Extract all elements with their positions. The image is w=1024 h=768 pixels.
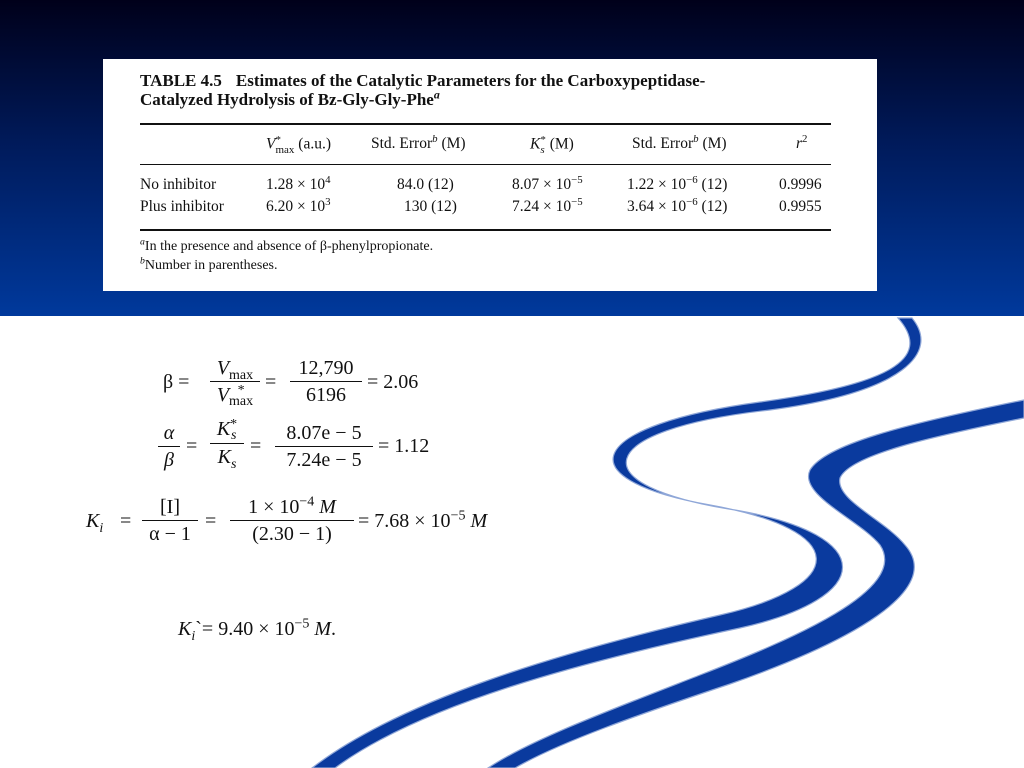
beta-lhs: β = [163,371,190,393]
header-r-squared: $r^2$ [796,132,808,152]
beta-fraction-vmax: $V_{max}$ V * max [210,357,260,407]
vmax-value: $1.28 \times 10^4$ [266,173,331,193]
beta-equals: = [265,371,277,393]
row-label: No inhibitor [140,176,217,193]
table-bottom-rule [140,229,831,231]
header-vmax: V * max (a.u.) [266,134,331,156]
ki-lhs: $K_i$ [86,510,104,536]
ki-equals-1: = [120,510,132,532]
ki-equals-2: = [205,510,217,532]
std-error-1-value: 130 (12) [404,198,457,215]
table-caption [140,71,705,109]
ks-values-fraction: $\frac{8.07e - 5}{7.24e - 5}$ [275,422,373,471]
footnote-b: $^b$Number in parentheses. [140,255,278,273]
std-error-2-value: $1.22 \times 10^{-6}$ (12) [627,173,728,193]
ratio-equals-2: = [250,435,262,457]
beta-fraction-values: $\frac{12,790}{6196}$ [290,357,362,406]
r-squared-value: 0.9955 [779,198,822,215]
equation-ki-prime: $K_i`= 9.40 \times 10^{-5}$ M. [178,616,337,644]
header-std-error-1: Std. Error$^b$ (M) [371,132,466,152]
ratio-result: = 1.12 [378,435,430,457]
std-error-1-value: 84.0 (12) [397,176,454,193]
table-caption-line1: TABLE 4.5 Estimates of the Catalytic Parameters for the Carboxypeptidase- [140,71,706,90]
ks-fraction: K * s $K_s$ [210,418,244,468]
ratio-equals-1: = [186,435,198,457]
ks-value: $8.07 \times 10^{-5}$ [512,173,583,193]
row-label: Plus inhibitor [140,198,224,215]
std-error-2-value: $3.64 \times 10^{-6}$ (12) [627,195,728,215]
r-squared-value: 0.9996 [779,176,822,193]
beta-result: = 2.06 [367,371,419,393]
alpha-beta-fraction: $\frac{\alpha}{\beta}$ [158,422,180,471]
inhibitor-fraction: $\frac{[I]}{\alpha - 1}$ [142,496,198,545]
footnote-a: $^a$In the presence and absence of β-phenylpropionate. [140,236,434,254]
header-ks: K * s (M) [530,134,574,156]
header-std-error-2: Std. Error$^b$ (M) [632,132,727,152]
ki-result: = $7.68 \times 10^{-5}$ M [358,508,488,532]
ks-value: $7.24 \times 10^{-5}$ [512,195,583,215]
table-caption-line2: Catalyzed Hydrolysis of Bz-Gly-Gly-Phe$^a$ [140,87,440,109]
ki-values-fraction: $\frac{1 \times 10^{-4} M}{(2.30 - 1)}$ [230,496,354,545]
vmax-value: $6.20 \times 10^3$ [266,195,331,215]
table-header-rule [140,164,831,165]
data-table-card [103,59,877,291]
table-top-rule [140,123,831,125]
